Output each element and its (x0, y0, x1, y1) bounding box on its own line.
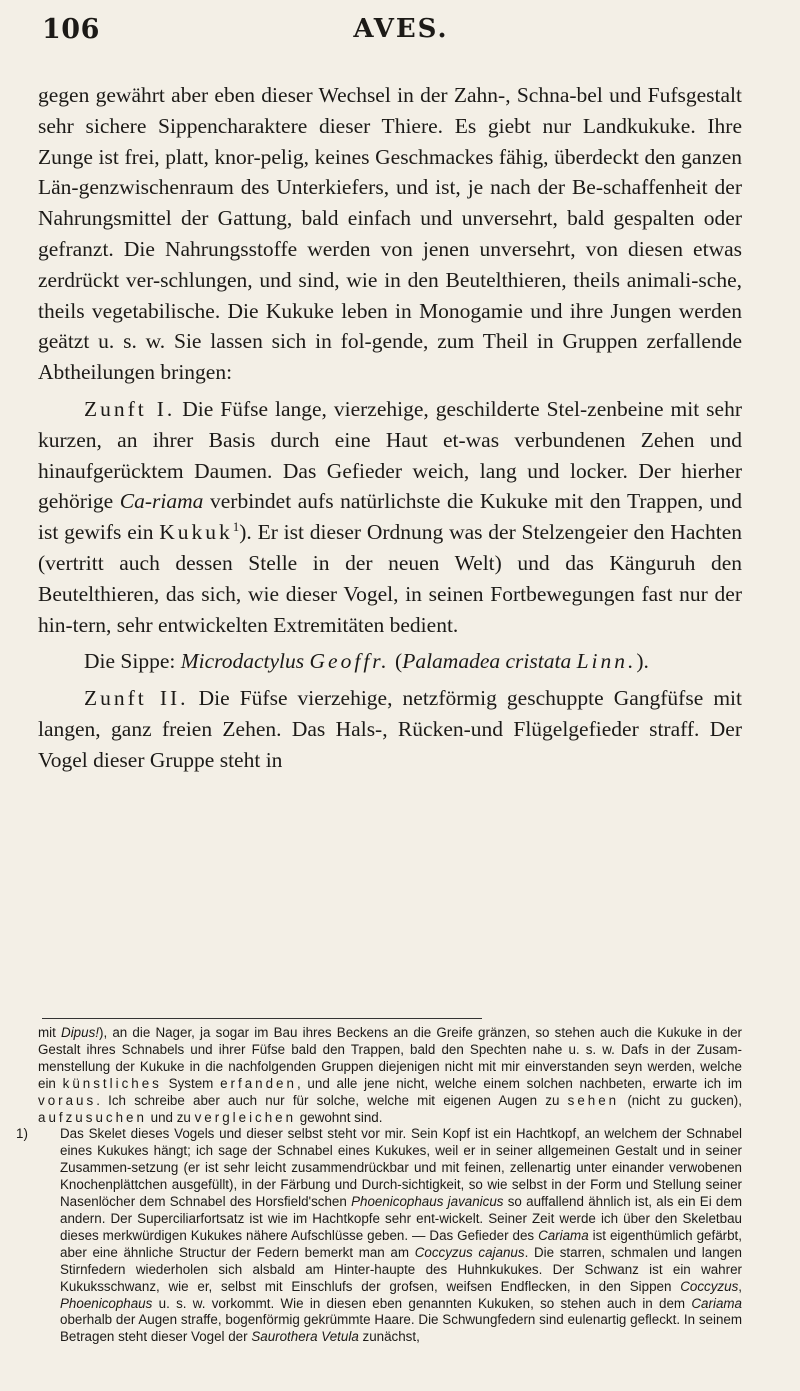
text-run: Coccyzus cajanus (414, 1244, 525, 1260)
text-run: , und alle jene nicht, welche einem solchen nachbeten, erwarte ich im (296, 1075, 743, 1091)
text-run: Cariama (691, 1295, 742, 1311)
text-run: Saurothera Vetula (251, 1329, 359, 1345)
text-run: oberhalb der Augen straffe, bogenförmig gekrümmte Haare. Die Schwungfedern sind eulenartig gefleckt. In seinem Betragen steht dieser Vogel der (60, 1312, 742, 1345)
text-run: Zunft I. (84, 396, 176, 421)
text-run: mit (38, 1025, 62, 1040)
text-run: zunächst, (358, 1329, 420, 1345)
text-run: ), an die Nager, ja sogar im Bau ihres Beckens an die Greife gränzen, so stehen auch die Kukuke in der Gestalt ihres Schnabels und ihrer Füfse bald den Trappen, bald den Spechten nahe u. s. w. Dafs in der Zusam-menstellung der Kukuke in die nachfolgenden Gruppen diejenigen nicht mit mir einverstanden seyn werden, welche ein (38, 1025, 743, 1091)
paragraph (38, 646, 742, 677)
text-run: . Ich schreibe aber auch nur für solche, welche mit eigenen Augen zu (96, 1092, 568, 1108)
text-run: System (161, 1075, 221, 1091)
text-run: Die Füfse vierzehige, netzförmig geschuppte Gangfüfse mit langen, ganz freien Zehen. Das Hals-, Rücken-und Flügelgefieder straff. Der Vogel dieser Gruppe steht in (38, 686, 742, 772)
text-run: erfanden (220, 1075, 297, 1091)
text-run: Phoenicophaus javanicus (351, 1194, 504, 1210)
text-run: gewohnt sind. (296, 1109, 383, 1125)
text-run: und zu (146, 1109, 195, 1125)
paragraph (38, 394, 742, 640)
text-run: Palamadea cristata (402, 649, 572, 674)
footnote-rule (42, 1018, 482, 1019)
text-run: ( (389, 649, 403, 674)
text-run: vergleichen (194, 1109, 297, 1125)
text-run: (nicht zu gucken), (619, 1092, 742, 1108)
text-run: ist eigenthümlich gefärbt, aber eine ähnliche Structur der Federn bemerkt man am (60, 1227, 742, 1260)
text-run: Dipus! (61, 1025, 99, 1040)
text-run: sehen (567, 1092, 620, 1108)
text-run: verbindet aufs natürlichste die Kukuke mit den Trappen, und ist gewifs ein (38, 489, 743, 545)
paragraph (38, 683, 742, 775)
paragraph (38, 80, 742, 388)
text-run: Microdactylus (180, 649, 305, 674)
text-run: voraus (38, 1092, 97, 1108)
footnotes (16, 1025, 743, 1346)
running-title: AVES. (353, 14, 449, 44)
footnote-marker: 1) (16, 1126, 28, 1142)
text-run: Geoffr. (309, 649, 390, 674)
text-run: Die Sippe: (84, 649, 181, 674)
text-run: künstliches (62, 1075, 162, 1091)
page-header (42, 14, 760, 54)
text-run: gegen gewährt aber eben dieser Wechsel in der Zahn-, Schna-bel und Fufsgestalt sehr sichere Sippencharaktere dieser Thiere. Es giebt nur Landkukuke. Ihre Zunge ist frei, platt, knor-pelig, keines Geschmackes fähig, überdeckt den ganzen Län-genzwischenraum des Unterkiefers, und ist, je nach der Be-schaffenheit der Nahrungsmittel der Gattung, bald einfach und unversehrt, bald gespalten oder gefranzt. Die Nahrungsstoffe werden von jenen unversehrt, von diesen etwas zerdrückt ver-schlungen, und sind, wie in den Beutelthieren, theils animali-sche, theils vegetabilische. Die Kukuke leben in Monogamie und ihre Jungen werden geätzt u. s. w. Sie lassen sich in fol-gende, zum Theil in Gruppen zerfallende Abtheilungen bringen: (38, 83, 742, 385)
text-run: 1 (232, 519, 240, 534)
text-run: Linn. (576, 649, 637, 674)
text-run: Die Füfse lange, vierzehige, geschilderte Stel-zenbeine mit sehr kurzen, an ihrer Basis durch eine Haut et-was verbundenen Zehen und hinaufgerücktem Daumen. Das Gefieder weich, lang und locker. Der hierher gehörige (38, 396, 742, 514)
text-run: Zunft II. (84, 686, 189, 711)
text-run: ). Er ist dieser Ordnung was der Stelzengeier den Hachten (vertritt auch dessen Stelle in der neuen Welt) und das Känguruh den Beutelthieren, das sich, wie dieser Vogel, in seinen Fortbewegungen fast nur der hin-tern, sehr entwickelten Extremitäten bedient. (38, 520, 742, 637)
text-run: Cariama (538, 1227, 589, 1243)
footnote (16, 1126, 742, 1346)
text-run: Das Skelet dieses Vogels und dieser selbst steht vor mir. Sein Kopf ist ein Hachtkopf, an welchem der Schnabel eines Kukukes hängt; ich sage der Schnabel eines Kukukes, weil er in seiner allgemeinen Gestalt und in seiner Zusammen-setzung (er ist sehr leicht zusammendrückbar und mit feinen, zellenartig unter einander verwobenen Knochenplättchen ausgefüllt), in der Färbung und Durch-sichtigkeit, so wie selbst in der Form und Stellung seiner Nasenlöcher dem Schnabel des Horsfield'schen (60, 1126, 742, 1210)
text-run: Ca-riama (119, 489, 204, 514)
text-run: so auffallend ähnlich ist, als ein Ei dem andern. Der Superciliarfortsatz ist wie im Hachtkopfe sehr ent-wickelt. Seiner Zeit werde ich über den Skeletbau dieses merkwürdigen Kukukes nähere Aufschlüsse geben. — Das Gefieder des (60, 1194, 742, 1243)
footnote (38, 1025, 742, 1126)
text-run: aufzusuchen (38, 1109, 147, 1125)
text-run: Kukuk (159, 520, 233, 545)
text-run: ). (636, 649, 649, 674)
text-run: Phoenicophaus (60, 1295, 153, 1311)
text-run: , (738, 1278, 742, 1294)
page-number: 106 (42, 14, 100, 45)
main-text (38, 80, 742, 776)
text-run: . Die starren, schmalen und langen Stirnfedern wiederholen sich alsbald am Hinter-haupte des Huhnkukukes. Der Schwanz ist ein wahrer Kukuksschwanz, wie er, selbst mit Einschlufs der grofsen, weifsen Endflecken, in den Sippen (60, 1244, 742, 1294)
text-run: u. s. w. vorkommt. Wie in diesen eben genannten Kukuken, so stehen auch in dem (152, 1295, 692, 1311)
text-run: Coccyzus (680, 1278, 739, 1294)
